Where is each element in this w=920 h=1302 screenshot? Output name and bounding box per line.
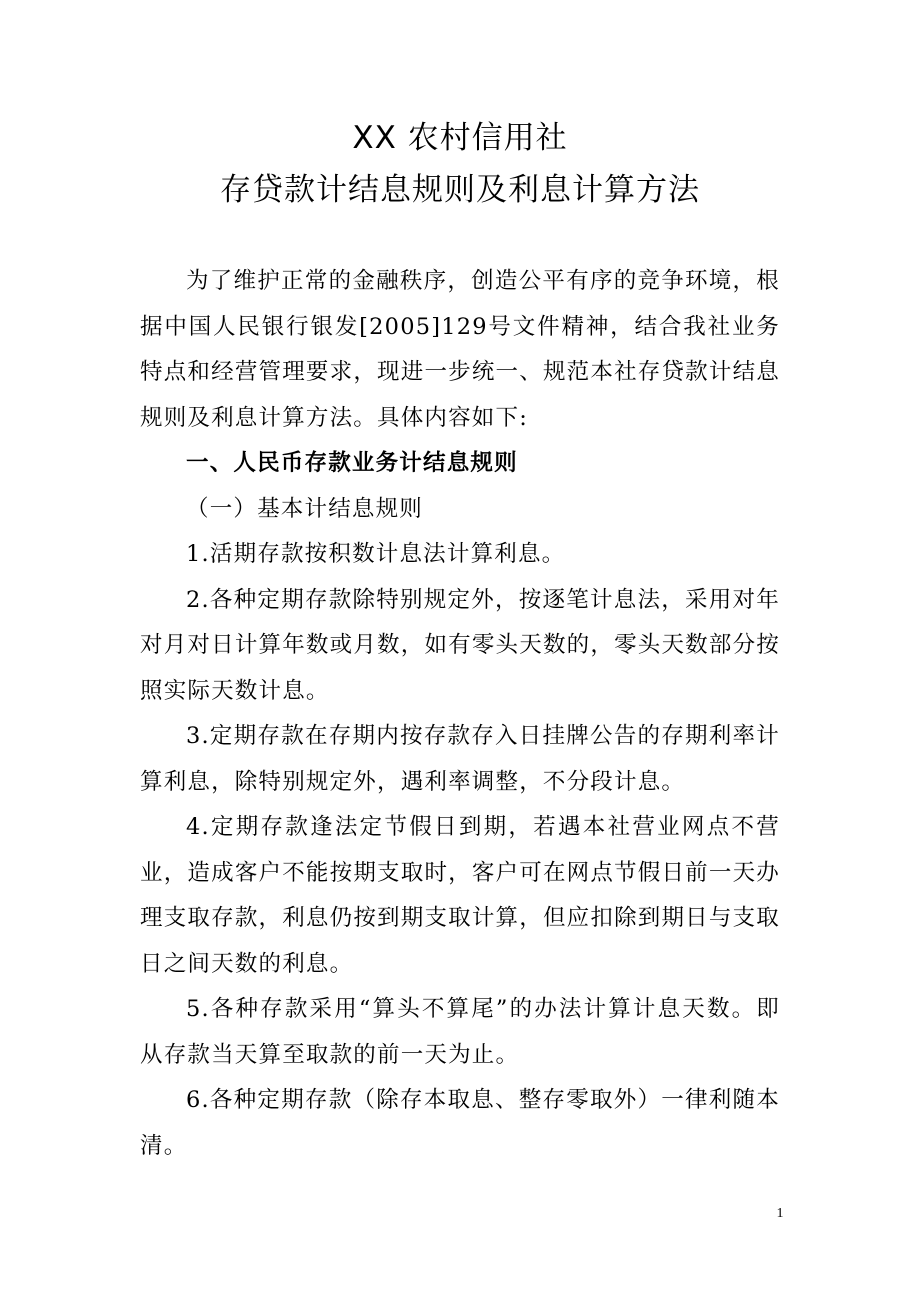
section-heading: 一、人民币存款业务计结息规则 xyxy=(186,450,518,476)
rule-item-2: 2.各种定期存款除特别规定外，按逐笔计息法，采用对年对月对日计算年数或月数，如有零头天数的，零头天数部分按照实际天数计息。 xyxy=(140,586,780,704)
title-line-2: 存贷款计结息规则及利息计算方法 xyxy=(220,172,700,208)
rule-item-4: 4.定期存款逢法定节假日到期，若遇本社营业网点不营业，造成客户不能按期支取时，客户可在网点节假日前一天办理支取存款，利息仍按到期支取计算，但应扣除到期日与支取日之间天数的利息。 xyxy=(140,814,780,977)
title-line-1: XX 农村信用社 xyxy=(352,120,568,156)
subsection-heading: （一）基本计结息规则 xyxy=(186,495,424,522)
rule-item-5: 5.各种存款采用“算头不算尾”的办法计算计息天数。即从存款当天算至取款的前一天为止。 xyxy=(140,996,780,1068)
document-body xyxy=(140,259,780,1169)
intro-paragraph: 为了维护正常的金融秩序，创造公平有序的竞争环境，根据中国人民银行银发[2005]129号文件精神，结合我社业务特点和经营管理要求，现进一步统一、规范本社存贷款计结息规则及利息计算方法。具体内容如下: xyxy=(140,268,780,431)
rule-item-6: 6.各种定期存款（除存本取息、整存零取外）一律利随本清。 xyxy=(140,1087,780,1159)
rule-item-3: 3.定期存款在存期内按存款存入日挂牌公告的存期利率计算利息，除特别规定外，遇利率调整，不分段计息。 xyxy=(140,723,780,795)
page-number: 1 xyxy=(776,1206,784,1221)
rule-item-1: 1.活期存款按积数计息法计算利息。 xyxy=(186,541,566,567)
document-title xyxy=(0,112,920,216)
